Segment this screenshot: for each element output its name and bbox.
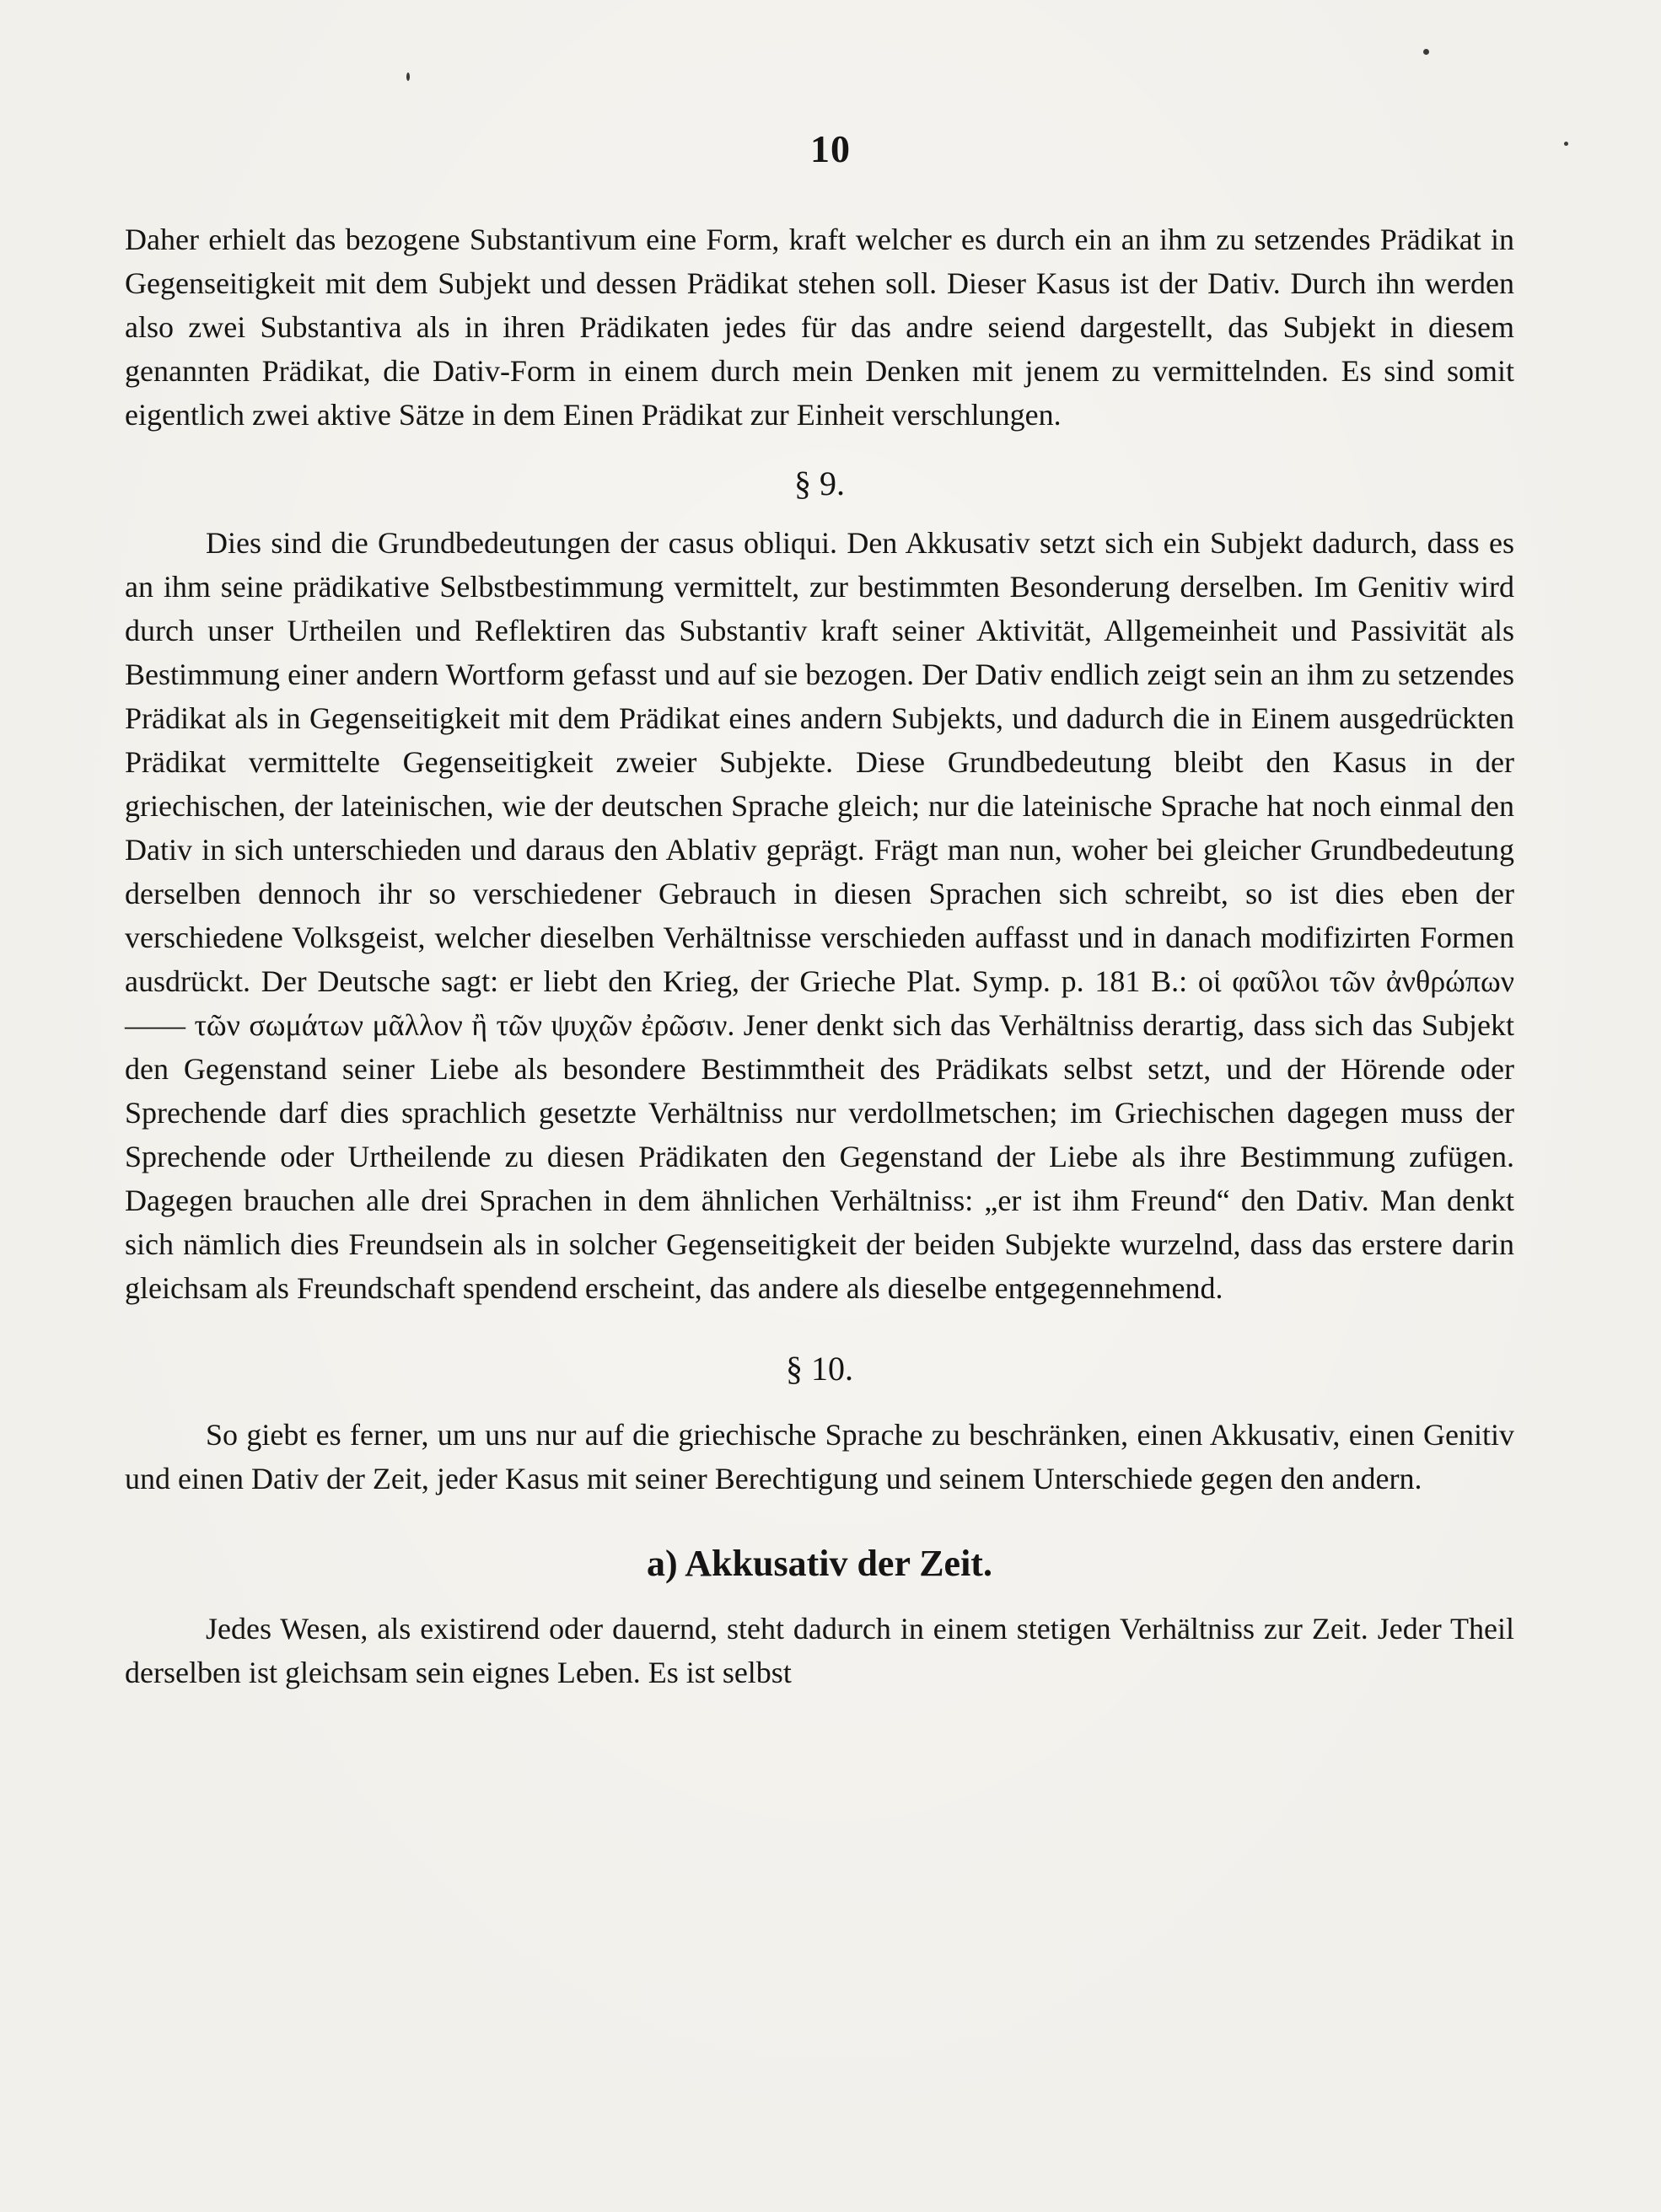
section-heading-9: § 9. <box>794 464 845 502</box>
section-heading-10: § 10. <box>786 1350 853 1388</box>
paragraph-dativ-conclusion: Daher erhielt das bezogene Substantivum eine Form, kraft welcher es durch ein an ihm zu setzendes Prädikat in Gegenseitigkeit mit dem Subjekt und dessen Prädikat stehen soll. Dieser Kasus ist der Dativ. Durch ihn werden also zwei Substantiva als in ihren Prädikaten jedes für das andre seiend dargestellt, das Subjekt in diesem genannten Prädikat, die Dativ-Form in einem durch mein Denken mit jenem zu vermittelnden. Es sind somit eigentlich zwei aktive Sätze in dem Einen Prädikat zur Einheit verschlungen. <box>125 223 1514 432</box>
ink-speck <box>406 72 410 81</box>
subheading-akkusativ-der-zeit: a) Akkusativ der Zeit. <box>647 1543 992 1584</box>
paragraph-grundbedeutungen: Dies sind die Grundbedeutungen der casus obliqui. Den Akkusativ setzt sich ein Subjekt dadurch, dass es an ihm seine prädikative Selbstbestimmung vermittelt, zur bestimmten Besonderung derselben. Im Genitiv wird durch unser Urtheilen und Reflektiren das Substantiv kraft seiner Aktivität, Allgemeinheit und Passivität als Bestimmung einer andern Wortform gefasst und auf sie bezogen. Der Dativ endlich zeigt sein an ihm zu setzendes Prädikat als in Gegenseitigkeit mit dem Prädikat eines andern Subjekts, und dadurch die in Einem ausgedrückten Prädikat vermittelte Gegenseitigkeit zweier Subjekte. Diese Grundbedeutung bleibt den Kasus in der griechischen, der lateinischen, wie der deutschen Sprache gleich; nur die lateinische Sprache hat noch einmal den Dativ in sich unterschieden und daraus den Ablativ geprägt. Frägt man nun, woher bei gleicher Grundbedeutung derselben dennoch ihr so verschiedener Gebrauch in diesen Sprachen sich schreibt, so ist dies eben der verschiedene Volksgeist, welcher dieselben Verhältnisse verschieden auffasst und in danach modifizirten Formen ausdrückt. Der Deutsche sagt: er liebt den Krieg, der Grieche Plat. Symp. p. 181 B.: οἱ φαῦλοι τῶν ἀνθρώπων —— τῶν σωμάτων μᾶλλον ἢ τῶν ψυχῶν ἐρῶσιν. Jener denkt sich das Verhältniss derartig, dass sich das Subjekt den Gegenstand seiner Liebe als besondere Bestimmtheit des Prädikats selbst setzt, und der Hörende oder Sprechende darf dies sprachlich gesetzte Verhältniss nur verdollmetschen; im Griechischen dagegen muss der Sprechende oder Urtheilende zu diesen Prädikaten den Gegenstand der Liebe als ihre Bestimmung zufügen. Dagegen brauchen alle drei Sprachen in dem ähnlichen Verhältniss: „er ist ihm Freund“ den Dativ. Man denkt sich nämlich dies Freundsein als in solcher Gegenseitigkeit der beiden Subjekte wurzelnd, dass das erstere darin gleichsam als Freundschaft spendend erscheint, das andere als dieselbe entgegennehmend. <box>125 526 1514 1305</box>
paragraph-kasus-der-zeit: So giebt es ferner, um uns nur auf die griechische Sprache zu beschränken, einen Akkusativ, einen Genitiv und einen Dativ der Zeit, jeder Kasus mit seiner Berechtigung und seinem Unterschiede gegen den andern. <box>125 1418 1514 1495</box>
ink-speck <box>1423 49 1429 55</box>
ink-speck <box>1564 142 1568 146</box>
page-body <box>125 217 1514 1694</box>
page-number: 10 <box>810 127 851 170</box>
paragraph-jedes-wesen: Jedes Wesen, als existirend oder dauernd, steht dadurch in einem stetigen Verhältniss zur Zeit. Jeder Theil derselben ist gleichsam sein eignes Leben. Es ist selbst <box>125 1612 1514 1689</box>
